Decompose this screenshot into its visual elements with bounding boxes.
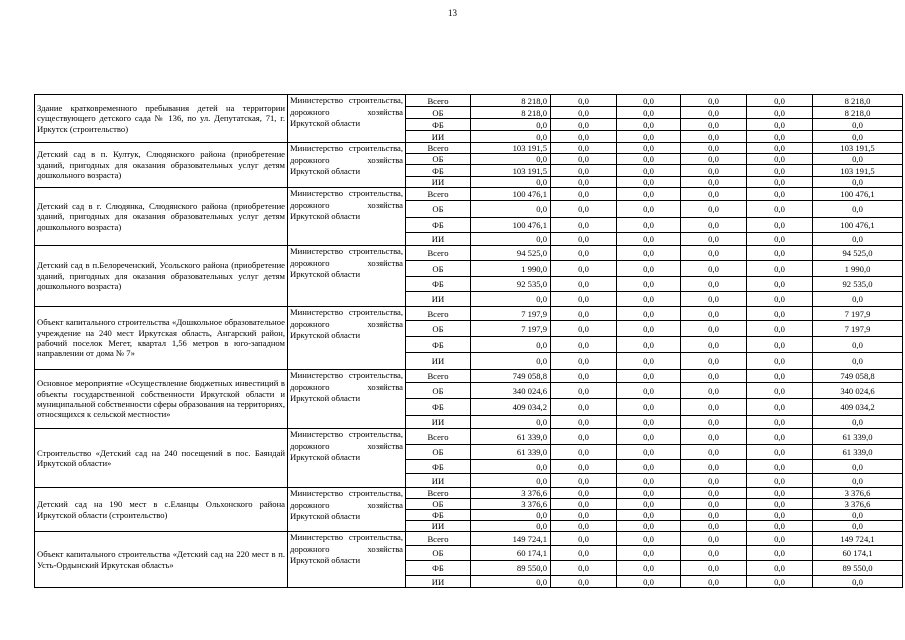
total-value-cell: 0,0 bbox=[813, 233, 903, 246]
value-cell: 0,0 bbox=[681, 521, 747, 532]
funding-source-cell: ОБ bbox=[406, 154, 471, 165]
value-cell: 0,0 bbox=[681, 399, 747, 416]
value-cell: 0,0 bbox=[681, 95, 747, 107]
value-cell: 0,0 bbox=[681, 488, 747, 499]
value-cell: 0,0 bbox=[747, 445, 813, 460]
value-cell: 0,0 bbox=[681, 165, 747, 177]
value-cell: 0,0 bbox=[551, 188, 617, 201]
funding-source-cell: Всего bbox=[406, 488, 471, 499]
value-cell: 103 191,5 bbox=[471, 143, 551, 154]
total-value-cell: 92 535,0 bbox=[813, 277, 903, 292]
value-cell: 103 191,5 bbox=[471, 165, 551, 177]
value-cell: 0,0 bbox=[617, 131, 681, 143]
value-cell: 7 197,9 bbox=[471, 307, 551, 321]
value-cell: 60 174,1 bbox=[471, 546, 551, 561]
value-cell: 0,0 bbox=[617, 218, 681, 233]
value-cell: 0,0 bbox=[551, 546, 617, 561]
funding-source-cell: ФБ bbox=[406, 218, 471, 233]
funding-source-cell: Всего bbox=[406, 188, 471, 201]
value-cell: 0,0 bbox=[617, 143, 681, 154]
value-cell: 0,0 bbox=[617, 429, 681, 445]
value-cell: 0,0 bbox=[747, 154, 813, 165]
total-value-cell: 60 174,1 bbox=[813, 546, 903, 561]
funding-source-cell: ФБ bbox=[406, 561, 471, 576]
funding-source-cell: ФБ bbox=[406, 460, 471, 474]
value-cell: 0,0 bbox=[551, 474, 617, 488]
value-cell: 0,0 bbox=[747, 131, 813, 143]
total-value-cell: 0,0 bbox=[813, 292, 903, 307]
value-cell: 0,0 bbox=[681, 353, 747, 370]
value-cell: 0,0 bbox=[617, 546, 681, 561]
project-name-cell: Объект капитального строительства «Детский сад на 220 мест в п. Усть-Ордынский Иркутская область» bbox=[35, 532, 288, 588]
value-cell: 0,0 bbox=[617, 292, 681, 307]
value-cell: 0,0 bbox=[551, 321, 617, 337]
value-cell: 0,0 bbox=[617, 474, 681, 488]
total-value-cell: 100 476,1 bbox=[813, 218, 903, 233]
total-value-cell: 7 197,9 bbox=[813, 321, 903, 337]
funding-source-cell: ИИ bbox=[406, 416, 471, 429]
value-cell: 0,0 bbox=[551, 460, 617, 474]
value-cell: 0,0 bbox=[681, 277, 747, 292]
value-cell: 0,0 bbox=[681, 261, 747, 277]
value-cell: 7 197,9 bbox=[471, 321, 551, 337]
value-cell: 0,0 bbox=[747, 546, 813, 561]
value-cell: 0,0 bbox=[617, 521, 681, 532]
value-cell: 0,0 bbox=[617, 399, 681, 416]
project-name-cell: Строительство «Детский сад на 240 посещений в пос. Баяндай Иркутской области» bbox=[35, 429, 288, 488]
value-cell: 0,0 bbox=[681, 246, 747, 261]
executor-cell: Министерство строительства, дорожного хозяйства Иркутской области bbox=[288, 307, 406, 370]
total-value-cell: 1 990,0 bbox=[813, 261, 903, 277]
value-cell: 0,0 bbox=[681, 307, 747, 321]
value-cell: 0,0 bbox=[551, 154, 617, 165]
total-value-cell: 103 191,5 bbox=[813, 143, 903, 154]
value-cell: 0,0 bbox=[551, 277, 617, 292]
total-value-cell: 0,0 bbox=[813, 474, 903, 488]
funding-source-cell: ОБ bbox=[406, 201, 471, 218]
value-cell: 0,0 bbox=[617, 261, 681, 277]
value-cell: 0,0 bbox=[681, 532, 747, 546]
table-row bbox=[35, 532, 903, 546]
value-cell: 0,0 bbox=[747, 95, 813, 107]
value-cell: 0,0 bbox=[617, 246, 681, 261]
value-cell: 0,0 bbox=[617, 576, 681, 588]
value-cell: 100 476,1 bbox=[471, 218, 551, 233]
value-cell: 0,0 bbox=[747, 532, 813, 546]
funding-source-cell: ОБ bbox=[406, 321, 471, 337]
funding-source-cell: Всего bbox=[406, 246, 471, 261]
value-cell: 0,0 bbox=[681, 131, 747, 143]
value-cell: 0,0 bbox=[617, 532, 681, 546]
value-cell: 0,0 bbox=[747, 510, 813, 521]
value-cell: 0,0 bbox=[681, 474, 747, 488]
total-value-cell: 0,0 bbox=[813, 576, 903, 588]
value-cell: 0,0 bbox=[551, 561, 617, 576]
value-cell: 0,0 bbox=[747, 576, 813, 588]
executor-cell: Министерство строительства, дорожного хозяйства Иркутской области bbox=[288, 95, 406, 143]
value-cell: 0,0 bbox=[747, 474, 813, 488]
value-cell: 0,0 bbox=[617, 95, 681, 107]
value-cell: 0,0 bbox=[617, 561, 681, 576]
total-value-cell: 0,0 bbox=[813, 177, 903, 188]
total-value-cell: 0,0 bbox=[813, 131, 903, 143]
value-cell: 0,0 bbox=[551, 119, 617, 131]
total-value-cell: 8 218,0 bbox=[813, 107, 903, 119]
funding-source-cell: ОБ bbox=[406, 383, 471, 399]
value-cell: 0,0 bbox=[747, 292, 813, 307]
value-cell: 0,0 bbox=[681, 154, 747, 165]
value-cell: 0,0 bbox=[747, 561, 813, 576]
value-cell: 0,0 bbox=[681, 561, 747, 576]
value-cell: 0,0 bbox=[551, 307, 617, 321]
executor-cell: Министерство строительства, дорожного хозяйства Иркутской области bbox=[288, 188, 406, 246]
value-cell: 0,0 bbox=[747, 399, 813, 416]
value-cell: 0,0 bbox=[617, 353, 681, 370]
total-value-cell: 0,0 bbox=[813, 119, 903, 131]
value-cell: 0,0 bbox=[747, 218, 813, 233]
value-cell: 0,0 bbox=[551, 399, 617, 416]
value-cell: 0,0 bbox=[617, 307, 681, 321]
total-value-cell: 0,0 bbox=[813, 353, 903, 370]
funding-source-cell: ИИ bbox=[406, 131, 471, 143]
value-cell: 0,0 bbox=[747, 177, 813, 188]
table-row bbox=[35, 188, 903, 201]
value-cell: 0,0 bbox=[747, 337, 813, 353]
value-cell: 0,0 bbox=[471, 119, 551, 131]
value-cell: 0,0 bbox=[617, 277, 681, 292]
value-cell: 0,0 bbox=[681, 292, 747, 307]
value-cell: 0,0 bbox=[551, 445, 617, 460]
value-cell: 0,0 bbox=[471, 353, 551, 370]
total-value-cell: 340 024,6 bbox=[813, 383, 903, 399]
value-cell: 0,0 bbox=[747, 119, 813, 131]
value-cell: 0,0 bbox=[747, 246, 813, 261]
value-cell: 0,0 bbox=[747, 165, 813, 177]
funding-source-cell: Всего bbox=[406, 307, 471, 321]
funding-source-cell: ОБ bbox=[406, 546, 471, 561]
value-cell: 0,0 bbox=[681, 445, 747, 460]
total-value-cell: 0,0 bbox=[813, 154, 903, 165]
value-cell: 0,0 bbox=[747, 321, 813, 337]
value-cell: 0,0 bbox=[747, 521, 813, 532]
value-cell: 340 024,6 bbox=[471, 383, 551, 399]
value-cell: 0,0 bbox=[471, 233, 551, 246]
table-row bbox=[35, 307, 903, 321]
funding-source-cell: ФБ bbox=[406, 510, 471, 521]
project-name-cell: Здание кратковременного пребывания детей на территории существующего детского сада № 136, по ул. Депутатская, 71, г. Иркутск (строительство) bbox=[35, 95, 288, 143]
value-cell: 0,0 bbox=[747, 370, 813, 383]
value-cell: 0,0 bbox=[471, 131, 551, 143]
funding-source-cell: ИИ bbox=[406, 233, 471, 246]
value-cell: 0,0 bbox=[551, 131, 617, 143]
value-cell: 0,0 bbox=[471, 474, 551, 488]
funding-source-cell: ОБ bbox=[406, 107, 471, 119]
project-name-cell: Основное мероприятие «Осуществление бюджетных инвестиций в объекты государственной собственности Иркутской области и муниципальной собственности сферы образования на территориях, относящихся к сельской местности» bbox=[35, 370, 288, 429]
value-cell: 0,0 bbox=[551, 143, 617, 154]
total-value-cell: 409 034,2 bbox=[813, 399, 903, 416]
value-cell: 0,0 bbox=[471, 201, 551, 218]
value-cell: 0,0 bbox=[747, 233, 813, 246]
value-cell: 0,0 bbox=[551, 370, 617, 383]
value-cell: 0,0 bbox=[617, 445, 681, 460]
funding-source-cell: ИИ bbox=[406, 292, 471, 307]
value-cell: 0,0 bbox=[551, 107, 617, 119]
funding-source-cell: ИИ bbox=[406, 474, 471, 488]
funding-source-cell: ФБ bbox=[406, 337, 471, 353]
value-cell: 0,0 bbox=[617, 233, 681, 246]
value-cell: 0,0 bbox=[747, 188, 813, 201]
value-cell: 0,0 bbox=[551, 177, 617, 188]
value-cell: 0,0 bbox=[551, 292, 617, 307]
table-row bbox=[35, 488, 903, 499]
value-cell: 0,0 bbox=[747, 383, 813, 399]
value-cell: 0,0 bbox=[617, 416, 681, 429]
value-cell: 0,0 bbox=[551, 201, 617, 218]
total-value-cell: 749 058,8 bbox=[813, 370, 903, 383]
value-cell: 0,0 bbox=[617, 201, 681, 218]
funding-source-cell: ФБ bbox=[406, 165, 471, 177]
value-cell: 0,0 bbox=[617, 510, 681, 521]
value-cell: 89 550,0 bbox=[471, 561, 551, 576]
total-value-cell: 3 376,6 bbox=[813, 488, 903, 499]
project-name-cell: Детский сад в п.Белореченский, Усольского района (приобретение зданий, пригодных для оказания образовательных услуг детям дошкольного возраста) bbox=[35, 246, 288, 307]
funding-source-cell: ИИ bbox=[406, 521, 471, 532]
table-row bbox=[35, 429, 903, 445]
value-cell: 0,0 bbox=[747, 353, 813, 370]
value-cell: 0,0 bbox=[681, 499, 747, 510]
total-value-cell: 149 724,1 bbox=[813, 532, 903, 546]
value-cell: 409 034,2 bbox=[471, 399, 551, 416]
value-cell: 0,0 bbox=[551, 218, 617, 233]
executor-cell: Министерство строительства, дорожного хозяйства Иркутской области bbox=[288, 429, 406, 488]
value-cell: 0,0 bbox=[551, 499, 617, 510]
value-cell: 0,0 bbox=[551, 95, 617, 107]
funding-source-cell: ФБ bbox=[406, 277, 471, 292]
value-cell: 0,0 bbox=[617, 119, 681, 131]
total-value-cell: 0,0 bbox=[813, 510, 903, 521]
value-cell: 0,0 bbox=[747, 460, 813, 474]
value-cell: 0,0 bbox=[681, 510, 747, 521]
value-cell: 0,0 bbox=[471, 337, 551, 353]
value-cell: 0,0 bbox=[551, 576, 617, 588]
value-cell: 0,0 bbox=[681, 429, 747, 445]
value-cell: 0,0 bbox=[617, 460, 681, 474]
total-value-cell: 100 476,1 bbox=[813, 188, 903, 201]
executor-cell: Министерство строительства, дорожного хозяйства Иркутской области bbox=[288, 370, 406, 429]
total-value-cell: 0,0 bbox=[813, 521, 903, 532]
value-cell: 0,0 bbox=[681, 383, 747, 399]
value-cell: 0,0 bbox=[471, 521, 551, 532]
value-cell: 0,0 bbox=[551, 383, 617, 399]
funding-source-cell: Всего bbox=[406, 370, 471, 383]
funding-source-cell: ОБ bbox=[406, 261, 471, 277]
funding-source-cell: ИИ bbox=[406, 177, 471, 188]
funding-source-cell: ОБ bbox=[406, 445, 471, 460]
value-cell: 0,0 bbox=[747, 499, 813, 510]
value-cell: 61 339,0 bbox=[471, 429, 551, 445]
value-cell: 0,0 bbox=[471, 460, 551, 474]
value-cell: 0,0 bbox=[747, 416, 813, 429]
value-cell: 8 218,0 bbox=[471, 107, 551, 119]
value-cell: 0,0 bbox=[617, 321, 681, 337]
value-cell: 0,0 bbox=[617, 154, 681, 165]
total-value-cell: 3 376,6 bbox=[813, 499, 903, 510]
value-cell: 0,0 bbox=[747, 488, 813, 499]
value-cell: 0,0 bbox=[681, 218, 747, 233]
value-cell: 3 376,6 bbox=[471, 488, 551, 499]
table-row bbox=[35, 95, 903, 107]
value-cell: 0,0 bbox=[681, 416, 747, 429]
table-row bbox=[35, 246, 903, 261]
value-cell: 0,0 bbox=[617, 188, 681, 201]
value-cell: 0,0 bbox=[617, 107, 681, 119]
total-value-cell: 61 339,0 bbox=[813, 429, 903, 445]
total-value-cell: 89 550,0 bbox=[813, 561, 903, 576]
value-cell: 0,0 bbox=[617, 177, 681, 188]
funding-source-cell: Всего bbox=[406, 429, 471, 445]
value-cell: 0,0 bbox=[551, 510, 617, 521]
value-cell: 0,0 bbox=[681, 119, 747, 131]
funding-source-cell: ИИ bbox=[406, 353, 471, 370]
executor-cell: Министерство строительства, дорожного хозяйства Иркутской области bbox=[288, 246, 406, 307]
value-cell: 0,0 bbox=[681, 337, 747, 353]
value-cell: 0,0 bbox=[681, 107, 747, 119]
value-cell: 0,0 bbox=[551, 233, 617, 246]
value-cell: 749 058,8 bbox=[471, 370, 551, 383]
value-cell: 0,0 bbox=[747, 107, 813, 119]
funding-source-cell: Всего bbox=[406, 143, 471, 154]
value-cell: 0,0 bbox=[471, 292, 551, 307]
value-cell: 0,0 bbox=[551, 488, 617, 499]
value-cell: 0,0 bbox=[551, 261, 617, 277]
funding-source-cell: ФБ bbox=[406, 119, 471, 131]
table-row bbox=[35, 370, 903, 383]
value-cell: 0,0 bbox=[681, 201, 747, 218]
value-cell: 0,0 bbox=[681, 233, 747, 246]
table-row bbox=[35, 143, 903, 154]
value-cell: 0,0 bbox=[617, 370, 681, 383]
total-value-cell: 7 197,9 bbox=[813, 307, 903, 321]
total-value-cell: 0,0 bbox=[813, 201, 903, 218]
total-value-cell: 94 525,0 bbox=[813, 246, 903, 261]
page-number: 13 bbox=[448, 8, 457, 18]
value-cell: 0,0 bbox=[681, 143, 747, 154]
value-cell: 0,0 bbox=[681, 188, 747, 201]
value-cell: 0,0 bbox=[747, 261, 813, 277]
value-cell: 0,0 bbox=[471, 154, 551, 165]
value-cell: 0,0 bbox=[551, 246, 617, 261]
value-cell: 0,0 bbox=[617, 383, 681, 399]
total-value-cell: 0,0 bbox=[813, 460, 903, 474]
value-cell: 0,0 bbox=[617, 165, 681, 177]
value-cell: 0,0 bbox=[551, 521, 617, 532]
value-cell: 8 218,0 bbox=[471, 95, 551, 107]
budget-table bbox=[34, 94, 903, 588]
value-cell: 0,0 bbox=[681, 576, 747, 588]
value-cell: 0,0 bbox=[747, 307, 813, 321]
value-cell: 0,0 bbox=[551, 353, 617, 370]
total-value-cell: 0,0 bbox=[813, 416, 903, 429]
total-value-cell: 8 218,0 bbox=[813, 95, 903, 107]
project-name-cell: Детский сад в г. Слюдянка, Слюдянского района (приобретение зданий, пригодных для оказания образовательных услуг детям дошкольного возраста) bbox=[35, 188, 288, 246]
value-cell: 0,0 bbox=[681, 460, 747, 474]
value-cell: 0,0 bbox=[471, 576, 551, 588]
value-cell: 61 339,0 bbox=[471, 445, 551, 460]
project-name-cell: Детский сад в п. Култук, Слюдянского района (приобретение зданий, пригодных для оказания образовательных услуг детям дошкольного возраста) bbox=[35, 143, 288, 188]
value-cell: 0,0 bbox=[551, 165, 617, 177]
value-cell: 0,0 bbox=[551, 416, 617, 429]
executor-cell: Министерство строительства, дорожного хозяйства Иркутской области bbox=[288, 143, 406, 188]
value-cell: 0,0 bbox=[617, 488, 681, 499]
value-cell: 0,0 bbox=[471, 177, 551, 188]
executor-cell: Министерство строительства, дорожного хозяйства Иркутской области bbox=[288, 488, 406, 532]
funding-source-cell: Всего bbox=[406, 95, 471, 107]
value-cell: 0,0 bbox=[681, 546, 747, 561]
project-name-cell: Объект капитального строительства «Дошкольное образовательное учреждение на 240 мест Иркутская область, Ангарский район, рабочий поселок Мегет, квартал 1,56 метров в юго-западном направлении от дома № 7» bbox=[35, 307, 288, 370]
value-cell: 0,0 bbox=[747, 201, 813, 218]
project-name-cell: Детский сад на 190 мест в с.Еланцы Ольхонского района Иркутской области (строительство) bbox=[35, 488, 288, 532]
value-cell: 0,0 bbox=[551, 337, 617, 353]
value-cell: 3 376,6 bbox=[471, 499, 551, 510]
value-cell: 0,0 bbox=[681, 370, 747, 383]
budget-table-body bbox=[35, 95, 903, 588]
value-cell: 0,0 bbox=[617, 499, 681, 510]
value-cell: 0,0 bbox=[617, 337, 681, 353]
value-cell: 0,0 bbox=[747, 277, 813, 292]
value-cell: 94 525,0 bbox=[471, 246, 551, 261]
value-cell: 0,0 bbox=[551, 429, 617, 445]
executor-cell: Министерство строительства, дорожного хозяйства Иркутской области bbox=[288, 532, 406, 588]
value-cell: 1 990,0 bbox=[471, 261, 551, 277]
value-cell: 0,0 bbox=[747, 143, 813, 154]
value-cell: 0,0 bbox=[681, 321, 747, 337]
funding-source-cell: ФБ bbox=[406, 399, 471, 416]
value-cell: 0,0 bbox=[471, 510, 551, 521]
funding-source-cell: ИИ bbox=[406, 576, 471, 588]
value-cell: 100 476,1 bbox=[471, 188, 551, 201]
value-cell: 0,0 bbox=[747, 429, 813, 445]
value-cell: 0,0 bbox=[681, 177, 747, 188]
funding-source-cell: ОБ bbox=[406, 499, 471, 510]
funding-source-cell: Всего bbox=[406, 532, 471, 546]
value-cell: 149 724,1 bbox=[471, 532, 551, 546]
total-value-cell: 103 191,5 bbox=[813, 165, 903, 177]
value-cell: 0,0 bbox=[551, 532, 617, 546]
value-cell: 0,0 bbox=[471, 416, 551, 429]
total-value-cell: 0,0 bbox=[813, 337, 903, 353]
total-value-cell: 61 339,0 bbox=[813, 445, 903, 460]
value-cell: 92 535,0 bbox=[471, 277, 551, 292]
